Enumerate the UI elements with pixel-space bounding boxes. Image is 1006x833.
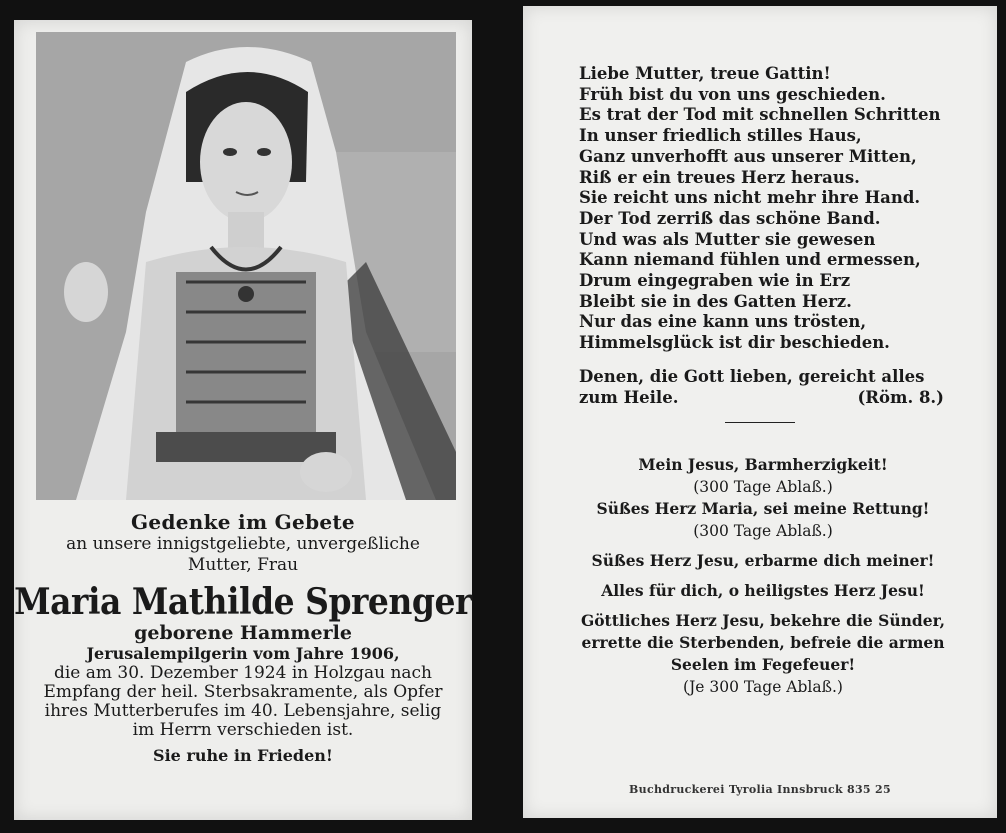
indulgence-line: (300 Tage Ablaß.) xyxy=(693,478,833,496)
death-notice-line-2: Empfang der heil. Sterbsakramente, als Opfer xyxy=(43,682,443,702)
heading: Gedenke im Gebete xyxy=(131,510,355,534)
memorial-text xyxy=(14,510,472,765)
poem-line: Und was als Mutter sie gewesen xyxy=(579,229,876,249)
prayer-line: Göttliches Herz Jesu, bekehre die Sünder, xyxy=(580,611,946,630)
poem-line: Früh bist du von uns geschieden. xyxy=(579,84,886,104)
poem-line: Bleibt sie in des Gatten Herz. xyxy=(579,291,852,311)
memorial-card-back xyxy=(523,6,997,818)
divider-rule xyxy=(725,422,795,423)
prayer-line: Seelen im Fegefeuer! xyxy=(670,655,856,674)
prayers xyxy=(543,454,983,698)
pilgrim-line: Jerusalempilgerin vom Jahre 1906, xyxy=(86,644,400,663)
closing-line: Sie ruhe in Frieden! xyxy=(153,746,333,765)
verse-line-2 xyxy=(579,387,944,408)
memorial-card-front xyxy=(14,20,472,820)
deceased-name: Maria Mathilde Sprenger xyxy=(14,580,472,623)
poem-line: Es trat der Tod mit schnellen Schritten xyxy=(579,105,941,125)
death-notice-line-1: die am 30. Dezember 1924 in Holzgau nach xyxy=(53,663,433,683)
verse-text-end: zum Heile. xyxy=(579,388,679,407)
poem-line: Nur das eine kann uns trösten, xyxy=(579,312,867,332)
indulgence-line: (300 Tage Ablaß.) xyxy=(693,522,833,540)
portrait-photo xyxy=(36,32,456,500)
poem-line: Kann niemand fühlen und ermessen, xyxy=(579,250,921,270)
prayer-line: Süßes Herz Maria, sei meine Rettung! xyxy=(596,499,930,518)
indulgence-line: (Je 300 Tage Ablaß.) xyxy=(683,678,843,696)
death-notice xyxy=(14,664,472,740)
bible-verse xyxy=(579,366,944,408)
poem-line: Liebe Mutter, treue Gattin! xyxy=(579,64,831,83)
prayer-line: Mein Jesus, Barmherzigkeit! xyxy=(638,455,888,474)
prayer-line: Süßes Herz Jesu, erbarme dich meiner! xyxy=(591,551,935,570)
death-notice-line-3: ihres Mutterberufes im 40. Lebensjahre, selig xyxy=(44,701,442,721)
intro-line-2: Mutter, Frau xyxy=(187,555,299,575)
verse-reference: (Röm. 8.) xyxy=(857,388,944,407)
prayer-line: errette die Sterbenden, befreie die armen xyxy=(581,633,945,652)
death-notice-line-4: im Herrn verschieden ist. xyxy=(132,720,354,740)
maiden-name: geborene Hammerle xyxy=(134,622,352,644)
poem-line: In unser friedlich stilles Haus, xyxy=(579,126,862,146)
poem-line: Drum eingegraben wie in Erz xyxy=(579,271,851,291)
verse-line-1: Denen, die Gott lieben, gereicht alles xyxy=(579,367,925,386)
poem-line: Riß er ein treues Herz heraus. xyxy=(579,167,860,187)
poem-line: Der Tod zerriß das schöne Band. xyxy=(579,208,881,228)
poem-line: Sie reicht uns nicht mehr ihre Hand. xyxy=(579,188,921,208)
poem-line: Ganz unverhofft aus unserer Mitten, xyxy=(579,146,917,166)
prayer-line: Alles für dich, o heiligstes Herz Jesu! xyxy=(601,581,925,600)
poem xyxy=(579,64,959,354)
poem-line: Himmelsglück ist dir beschieden. xyxy=(579,333,890,353)
printer-imprint: Buchdruckerei Tyrolia Innsbruck 835 25 xyxy=(629,783,891,796)
intro-line-1: an unsere innigstgeliebte, unvergeßliche xyxy=(66,534,420,554)
portrait-illustration xyxy=(36,32,456,500)
